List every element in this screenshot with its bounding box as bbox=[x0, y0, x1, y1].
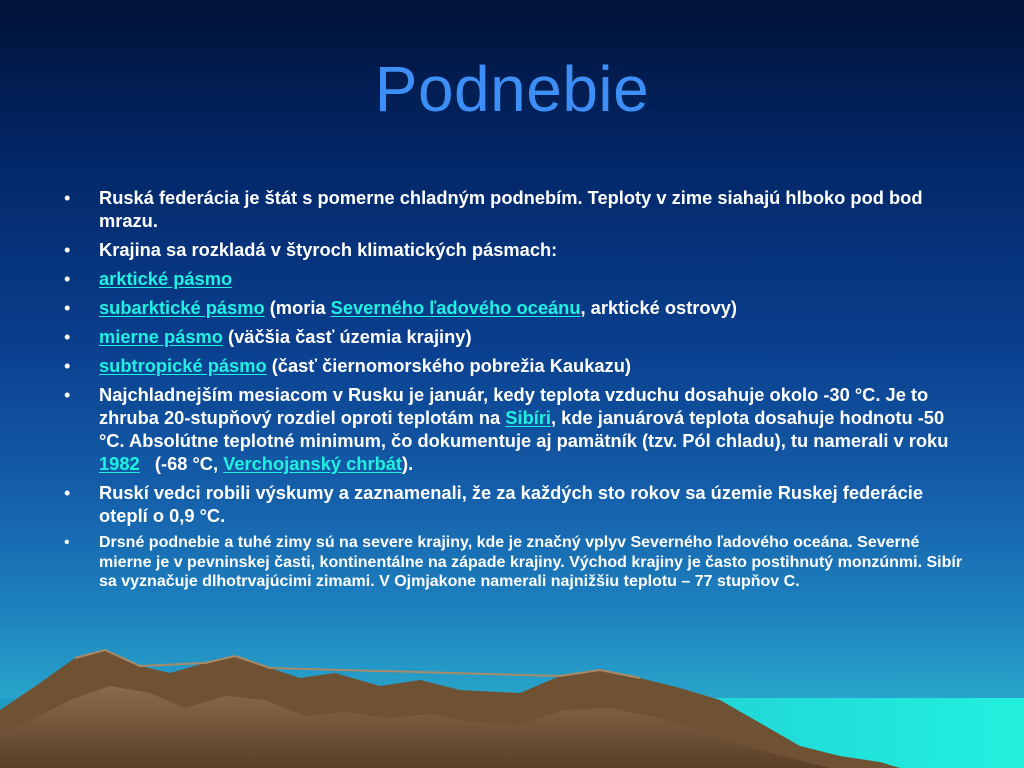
link-temperate-zone[interactable]: mierne pásmo bbox=[99, 326, 223, 347]
mountains-illustration bbox=[0, 638, 1024, 768]
bullet-dot-icon: • bbox=[64, 239, 71, 260]
link-subarctic-zone[interactable]: subarktické pásmo bbox=[99, 297, 265, 318]
bullet-text: ). bbox=[402, 453, 414, 474]
bullet-item bbox=[62, 325, 967, 348]
link-siberia[interactable]: Sibíri bbox=[505, 407, 552, 428]
bullet-dot-icon: • bbox=[64, 326, 71, 347]
bullet-list bbox=[62, 186, 967, 592]
bullet-dot-icon: • bbox=[64, 187, 71, 208]
link-verkhoyansk-range[interactable]: Verchojanský chrbát bbox=[223, 453, 403, 474]
bullet-text: (väčšia časť územia krajiny) bbox=[222, 326, 472, 347]
bullet-dot-icon: • bbox=[64, 482, 71, 503]
bullet-item bbox=[62, 186, 967, 232]
bullet-text: Drsné podnebie a tuhé zimy sú na severe krajiny, kde je značný vplyv Severného ľadového oceána. Severné mierne je v pevninskej časti, kontinentálne na západe krajiny. Východ krajiny je často postihnutý monzúnmi. Sibír sa vyznačuje dlhotrvajúcimi zimami. V Ojmjakone namerali najnižšiu teplotu – 77 stupňov C. bbox=[99, 534, 963, 590]
bullet-text: Najchladnejším mesiacom v Rusku je január, kedy teplota vzduchu dosahuje okolo -30 °C. Je to zhruba 20-stupňový rozdiel oproti teplotám na bbox=[99, 384, 929, 428]
bullet-item bbox=[62, 383, 967, 475]
bullet-item bbox=[62, 533, 967, 592]
bullet-item bbox=[62, 481, 967, 527]
link-subtropical-zone[interactable]: subtropické pásmo bbox=[99, 355, 267, 376]
bullet-text: Krajina sa rozkladá v štyroch klimatických pásmach: bbox=[99, 239, 558, 260]
bullet-dot-icon: • bbox=[64, 268, 71, 289]
bullet-dot-icon: • bbox=[64, 534, 70, 551]
bullet-item bbox=[62, 354, 967, 377]
bullet-dot-icon: • bbox=[64, 355, 71, 376]
link-arctic-zone[interactable]: arktické pásmo bbox=[99, 268, 233, 289]
bullet-dot-icon: • bbox=[64, 297, 71, 318]
bullet-dot-icon: • bbox=[64, 384, 71, 405]
link-year-1982[interactable]: 1982 bbox=[99, 453, 140, 474]
bullet-text: (časť čiernomorského pobrežia Kaukazu) bbox=[266, 355, 631, 376]
bullet-text: , arktické ostrovy) bbox=[580, 297, 737, 318]
bullet-item bbox=[62, 296, 967, 319]
bullet-text: Ruská federácia je štát s pomerne chladným podnebím. Teploty v zime siahajú hlboko pod bod mrazu. bbox=[99, 187, 923, 231]
bullet-item bbox=[62, 267, 967, 290]
slide-title: Podnebie bbox=[374, 53, 650, 125]
bullet-text: (-68 °C, bbox=[139, 453, 224, 474]
bullet-text: , kde januárová teplota dosahuje hodnotu -50 °C. Absolútne teplotné minimum, čo dokumentuje aj pamätník (tzv. Pól chladu), tu namerali v roku bbox=[99, 407, 949, 451]
bullet-item bbox=[62, 238, 967, 261]
bullet-text: (moria bbox=[264, 297, 331, 318]
link-arctic-ocean[interactable]: Severného ľadového oceánu bbox=[330, 297, 581, 318]
bullet-text: Ruskí vedci robili výskumy a zaznamenali, že za každých sto rokov sa územie Ruskej federácie oteplí o 0,9 °C. bbox=[99, 482, 924, 526]
